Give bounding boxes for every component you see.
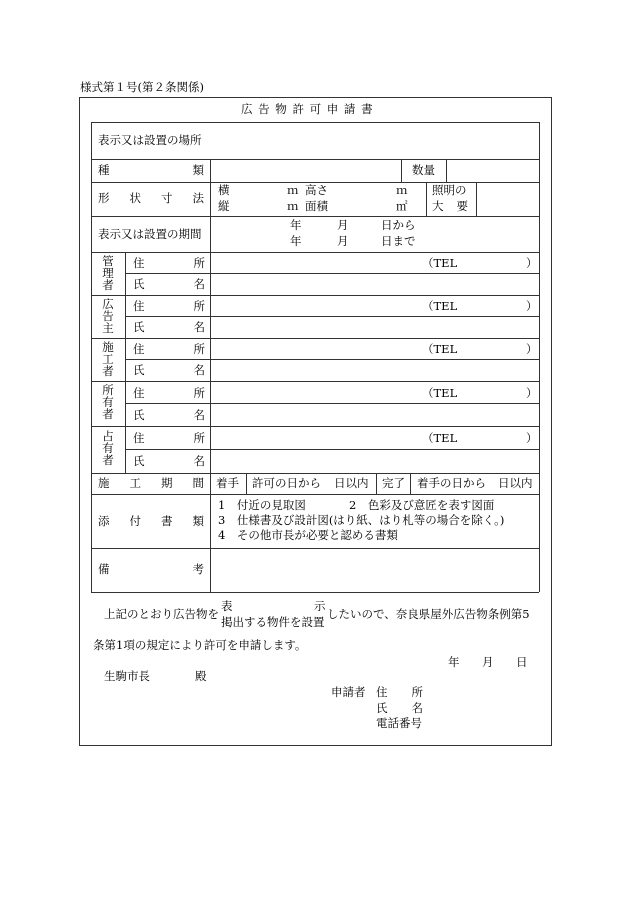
- lighting-label-2: 大 要: [432, 199, 468, 213]
- party-role-occupant: 占有者: [102, 429, 114, 467]
- tel-label: （TEL: [422, 299, 458, 313]
- name-label: 氏 名: [133, 363, 205, 377]
- form-number: 様式第１号(第２条関係): [80, 80, 204, 94]
- statement-line2: 条第1項の規定により許可を申請します。: [93, 638, 307, 652]
- addressee-mayor: 生駒市長: [104, 669, 150, 683]
- lighting-label-1: 照明の: [432, 183, 467, 197]
- attachment-1: 1 付近の見取図: [218, 498, 306, 512]
- period-to-year: 年: [290, 234, 302, 248]
- tel-label: （TEL: [422, 342, 458, 356]
- applicant-name: 氏 名: [376, 701, 423, 715]
- address-label: 住 所: [133, 299, 205, 313]
- construction-from-permit: 許可の日から: [252, 476, 321, 490]
- tel-close: ）: [526, 386, 538, 400]
- address-label: 住 所: [133, 256, 205, 270]
- attachment-3: 3 仕様書及び設計図(はり紙、はり札等の場合を除く。): [218, 513, 505, 527]
- construction-label: 施 工 期 間: [98, 476, 204, 490]
- party-role-owner: 所有者: [102, 383, 114, 421]
- length-label: 縦: [218, 199, 230, 213]
- attachment-2: 2 色彩及び意匠を表す図面: [349, 498, 495, 512]
- addressee-dono: 殿: [195, 669, 207, 683]
- applicant-label: 申請者: [331, 685, 366, 699]
- date-year: 年: [448, 655, 460, 669]
- period-to-month: 月: [337, 234, 349, 248]
- area-unit: ㎡: [396, 199, 408, 213]
- area-label: 面積: [305, 199, 328, 213]
- name-label: 氏 名: [133, 320, 205, 334]
- type-label: [98, 165, 204, 177]
- address-label: 住 所: [133, 342, 205, 356]
- tel-close: ）: [526, 431, 538, 445]
- period-from-day: 日から: [381, 218, 416, 232]
- tel-label: （TEL: [422, 431, 458, 445]
- period-from-year: 年: [290, 218, 302, 232]
- height-label: 高さ: [305, 183, 328, 197]
- location-label: 表示又は設置の場所: [98, 133, 202, 147]
- tel-label: （TEL: [422, 256, 458, 270]
- type-char-1: 種: [98, 163, 110, 177]
- type-char-2: 類: [192, 163, 204, 177]
- statement-post: したいので、奈良県屋外広告物条例第5: [327, 607, 530, 621]
- party-role-contractor: 施工者: [102, 340, 114, 378]
- shape-label: 形 状 寸 法: [98, 191, 204, 205]
- remarks-label: 備 考: [98, 562, 204, 576]
- construction-complete: 完了: [382, 476, 405, 490]
- construction-within-2: 日以内: [498, 476, 533, 490]
- construction-start: 着手: [216, 476, 239, 490]
- party-role-advertiser: 広告主: [102, 297, 114, 335]
- period-from-month: 月: [337, 218, 349, 232]
- party-role-manager: 管理者: [102, 254, 114, 292]
- address-label: 住 所: [133, 431, 205, 445]
- quantity-label: 数量: [412, 163, 435, 177]
- height-unit: ｍ: [396, 183, 408, 197]
- width-label: 横: [218, 183, 230, 197]
- name-label: 氏 名: [133, 454, 205, 468]
- tel-close: ）: [526, 342, 538, 356]
- tel-close: ）: [526, 256, 538, 270]
- construction-within-1: 日以内: [334, 476, 369, 490]
- date-day: 日: [516, 655, 528, 669]
- length-unit: ｍ: [287, 199, 299, 213]
- tel-close: ）: [526, 299, 538, 313]
- date-month: 月: [482, 655, 494, 669]
- statement-pre: 上記のとおり広告物を: [104, 607, 219, 621]
- tel-label: （TEL: [422, 386, 458, 400]
- address-label: 住 所: [133, 386, 205, 400]
- applicant-phone: 電話番号: [376, 716, 422, 730]
- name-label: 氏 名: [133, 277, 205, 291]
- period-label: 表示又は設置の期間: [98, 227, 202, 241]
- statement-top-2: 示: [314, 599, 326, 613]
- attachment-4: 4 その他市長が必要と認める書類: [218, 528, 398, 542]
- width-unit: ｍ: [287, 183, 299, 197]
- attachments-label: 添 付 書 類: [98, 514, 204, 528]
- construction-from-start: 着手の日から: [417, 476, 486, 490]
- statement-bottom: 掲出する物件を設置: [221, 615, 325, 629]
- period-to-day: 日まで: [381, 234, 416, 248]
- form-title: 広 告 物 許 可 申 請 書: [241, 102, 374, 116]
- applicant-address: 住 所: [376, 685, 423, 699]
- statement-top-1: 表: [221, 599, 233, 613]
- name-label: 氏 名: [133, 408, 205, 422]
